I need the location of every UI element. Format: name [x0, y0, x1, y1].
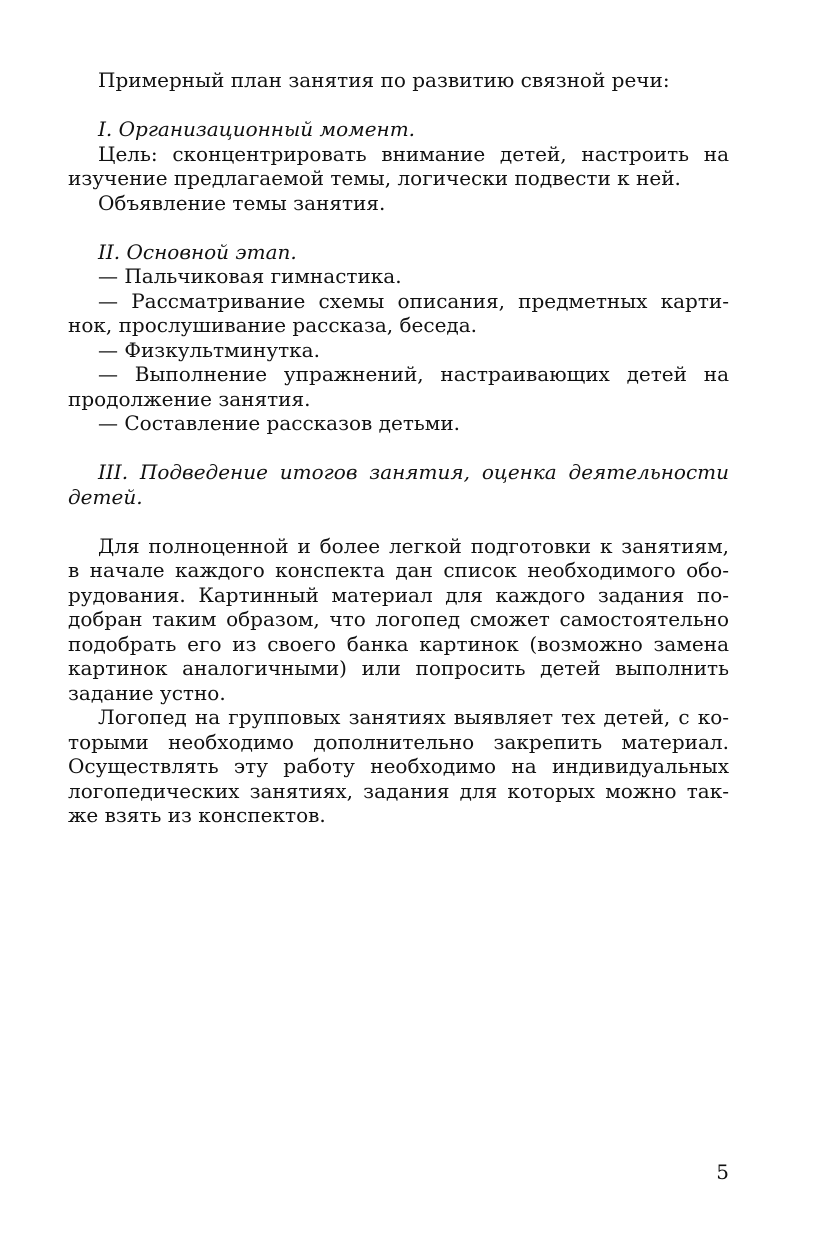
- list-item: — Выполнение упражнений, настраивающих детей на продолжение занятия.: [68, 362, 729, 411]
- list-item: — Рассматривание схемы описания, предметных картинок, прослушивание рассказа, беседа.: [68, 288, 729, 337]
- body-paragraph: Логопед на групповых занятиях выявляет тех детей, с которыми необходимо дополнительно закрепить материал. Осуществлять эту работу необходимо на индивидуальных логопедических занятиях, задания для которых можно также взять из конспектов.: [68, 705, 729, 827]
- list-item: — Составление рассказов детьми.: [98, 411, 461, 435]
- section-heading-main-stage: II. Основной этап.: [98, 239, 297, 264]
- body-paragraph: Для полноценной и более легкой подготовки к занятиям, в начале каждого конспекта дан список необходимого оборудования. Картинный материал для каждого задания подобран таким образом, что логопед сможет самостоятельно подобрать его из своего банка картинок (возможно замена картинок аналогичными) или попросить детей выполнить задание устно.: [68, 533, 729, 705]
- section-goal-text: Цель: сконцентрировать внимание детей, настроить на изучение предлагаемой темы, логически подвести к ней.: [68, 141, 729, 190]
- spacer: [68, 436, 729, 461]
- list-item: — Физкультминутка.: [98, 337, 320, 362]
- list-item: — Пальчиковая гимнастика.: [98, 264, 402, 288]
- intro-text: Примерный план занятия по развитию связной речи:: [98, 68, 670, 92]
- spacer: [68, 509, 729, 534]
- spacer: [68, 93, 729, 118]
- section-heading-summary: III. Подведение итогов занятия, оценка деятельности детей.: [68, 460, 729, 509]
- document-page: [68, 68, 729, 828]
- spacer: [68, 215, 729, 240]
- page-number: 5: [716, 1160, 729, 1184]
- section-heading-organizational: I. Организационный момент.: [98, 117, 416, 141]
- section-announcement-text: Объявление темы занятия.: [98, 190, 386, 215]
